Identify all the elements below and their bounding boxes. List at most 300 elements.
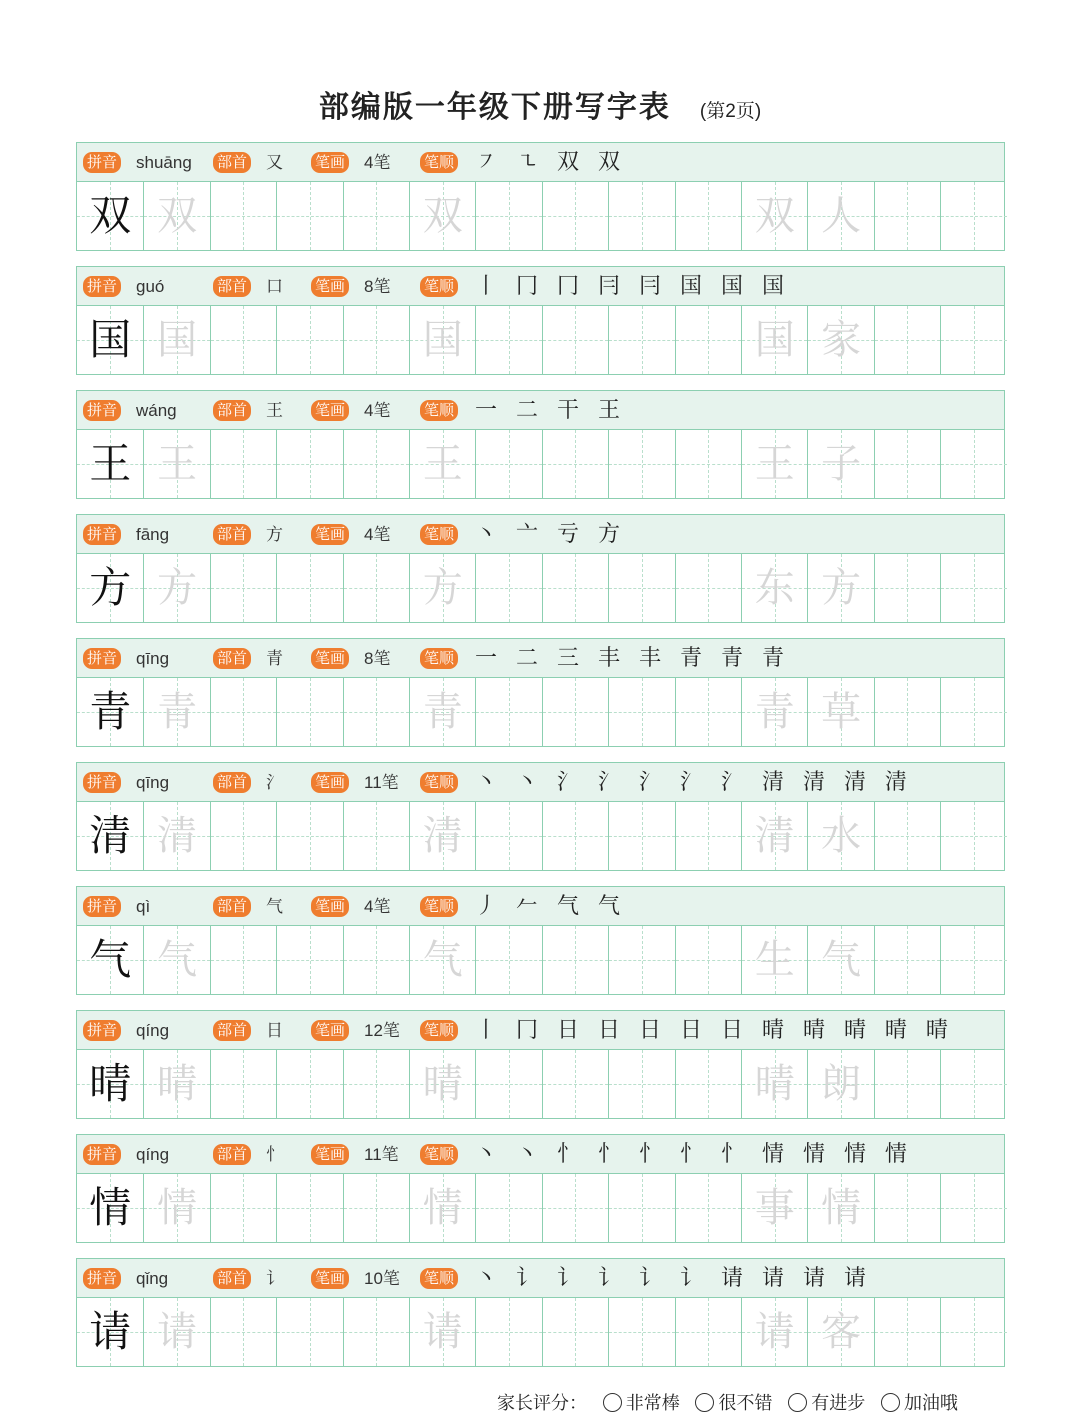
practice-cell[interactable] <box>940 554 1006 622</box>
trace-character-cell[interactable] <box>741 802 807 870</box>
practice-cell[interactable] <box>675 1050 741 1118</box>
practice-cell[interactable] <box>940 182 1006 250</box>
practice-cell[interactable] <box>276 926 342 994</box>
practice-cell[interactable] <box>210 1174 276 1242</box>
practice-cell[interactable] <box>542 182 608 250</box>
practice-cell[interactable] <box>874 182 940 250</box>
trace-character-cell[interactable] <box>741 182 807 250</box>
pinyin-text: fāng <box>136 525 170 544</box>
stroke-order-badge: 笔顺 <box>420 1144 458 1165</box>
radical-badge: 部首 <box>213 152 251 173</box>
character-info-bar <box>77 1135 1004 1174</box>
stroke-count-text: 8笔 <box>364 649 391 668</box>
stroke-count-text: 4笔 <box>364 153 391 172</box>
practice-cell[interactable] <box>542 926 608 994</box>
pinyin-text: wáng <box>136 401 177 420</box>
stroke-count-badge: 笔画 <box>311 896 349 917</box>
pinyin-badge: 拼音 <box>83 648 121 669</box>
stroke-count-text: 11笔 <box>364 773 399 792</box>
trace-character: 子 <box>821 441 862 487</box>
parent-rating <box>497 1389 958 1415</box>
model-character: 气 <box>89 935 132 984</box>
radical-badge: 部首 <box>213 1144 251 1165</box>
pinyin-badge: 拼音 <box>83 152 121 173</box>
trace-character-cell[interactable] <box>143 678 209 746</box>
trace-character-cell[interactable] <box>807 1298 873 1366</box>
pinyin-badge: 拼音 <box>83 276 121 297</box>
stroke-count-text: 4笔 <box>364 401 391 420</box>
pinyin-badge: 拼音 <box>83 524 121 545</box>
pinyin-text: qīng <box>136 773 170 792</box>
radio-circle-icon[interactable] <box>788 1393 807 1412</box>
trace-character-cell[interactable] <box>409 554 475 622</box>
practice-cell[interactable] <box>276 1050 342 1118</box>
practice-cell[interactable] <box>608 430 674 498</box>
practice-cell[interactable] <box>475 430 541 498</box>
model-character-cell <box>77 1298 143 1366</box>
trace-character: 气 <box>422 937 463 983</box>
stroke-order-sequence: 丶 丶 氵 氵 氵 氵 氵 清 清 清 清 <box>475 770 913 795</box>
practice-cell[interactable] <box>608 554 674 622</box>
pinyin-text: qǐng <box>136 1269 169 1288</box>
stroke-count-badge: 笔画 <box>311 1268 349 1289</box>
practice-cell[interactable] <box>542 678 608 746</box>
trace-character-cell[interactable] <box>143 554 209 622</box>
stroke-order-sequence: 一 二 三 丰 丰 青 青 青 <box>475 646 790 671</box>
practice-cell[interactable] <box>608 1298 674 1366</box>
character-block <box>76 1258 1005 1367</box>
practice-cell[interactable] <box>542 1050 608 1118</box>
pinyin-text: qíng <box>136 1021 170 1040</box>
stroke-order-badge: 笔顺 <box>420 896 458 917</box>
character-info-bar <box>77 887 1004 926</box>
trace-character-cell[interactable] <box>409 306 475 374</box>
stroke-order-sequence: 丨 冂 冂 冃 冃 国 国 国 <box>475 274 790 299</box>
radio-circle-icon[interactable] <box>603 1393 622 1412</box>
practice-cell[interactable] <box>542 554 608 622</box>
practice-cell[interactable] <box>940 678 1006 746</box>
writing-grid <box>77 430 1004 498</box>
trace-character: 家 <box>821 317 862 363</box>
practice-cell[interactable] <box>675 1174 741 1242</box>
practice-cell[interactable] <box>276 1298 342 1366</box>
practice-cell[interactable] <box>343 1050 409 1118</box>
character-info-bar <box>77 515 1004 554</box>
practice-cell[interactable] <box>675 802 741 870</box>
trace-character-cell[interactable] <box>143 182 209 250</box>
practice-cell[interactable] <box>874 678 940 746</box>
trace-character: 双 <box>157 193 198 239</box>
model-character: 青 <box>89 687 132 736</box>
radical-text: 气 <box>266 897 283 916</box>
model-character-cell <box>77 306 143 374</box>
practice-cell[interactable] <box>675 926 741 994</box>
pinyin-badge: 拼音 <box>83 1268 121 1289</box>
practice-cell[interactable] <box>608 1050 674 1118</box>
stroke-order-sequence: 丶 丶 忄 忄 忄 忄 忄 情 情 情 情 <box>475 1142 913 1167</box>
character-info-bar <box>77 391 1004 430</box>
practice-cell[interactable] <box>343 306 409 374</box>
practice-cell[interactable] <box>608 678 674 746</box>
trace-character: 国 <box>157 317 198 363</box>
writing-grid <box>77 1298 1004 1366</box>
trace-character: 请 <box>754 1309 795 1355</box>
character-block <box>76 1134 1005 1243</box>
practice-cell[interactable] <box>210 678 276 746</box>
practice-cell[interactable] <box>276 1174 342 1242</box>
model-character: 清 <box>89 811 132 860</box>
trace-character-cell[interactable] <box>807 802 873 870</box>
practice-cell[interactable] <box>542 802 608 870</box>
radical-text: 氵 <box>266 773 283 792</box>
stroke-order-badge: 笔顺 <box>420 772 458 793</box>
trace-character: 水 <box>821 813 862 859</box>
model-character-cell <box>77 1050 143 1118</box>
stroke-order-sequence: 丶 亠 亏 方 <box>475 522 626 547</box>
trace-character: 朗 <box>821 1061 862 1107</box>
trace-character: 气 <box>821 937 862 983</box>
trace-character-cell[interactable] <box>143 430 209 498</box>
practice-cell[interactable] <box>874 554 940 622</box>
character-info-bar <box>77 143 1004 182</box>
trace-character-cell[interactable] <box>409 182 475 250</box>
trace-character-cell[interactable] <box>741 926 807 994</box>
writing-grid <box>77 678 1004 746</box>
practice-cell[interactable] <box>608 802 674 870</box>
radical-badge: 部首 <box>213 276 251 297</box>
trace-character-cell[interactable] <box>807 430 873 498</box>
page-label: (第2页) <box>699 101 762 122</box>
practice-cell[interactable] <box>210 926 276 994</box>
trace-character-cell[interactable] <box>741 306 807 374</box>
trace-character-cell[interactable] <box>409 1298 475 1366</box>
stroke-count-badge: 笔画 <box>311 276 349 297</box>
stroke-order-badge: 笔顺 <box>420 400 458 421</box>
model-character: 国 <box>89 315 132 364</box>
stroke-order-badge: 笔顺 <box>420 524 458 545</box>
radical-text: 忄 <box>266 1145 283 1164</box>
pinyin-badge: 拼音 <box>83 896 121 917</box>
trace-character: 清 <box>422 813 463 859</box>
character-info-bar <box>77 639 1004 678</box>
trace-character-cell[interactable] <box>143 926 209 994</box>
rating-option-great[interactable]: 非常棒 <box>603 1393 680 1414</box>
writing-grid <box>77 306 1004 374</box>
trace-character: 情 <box>422 1185 463 1231</box>
character-block <box>76 886 1005 995</box>
pinyin-text: shuāng <box>136 153 192 172</box>
practice-cell[interactable] <box>210 182 276 250</box>
practice-cell[interactable] <box>608 182 674 250</box>
practice-cell[interactable] <box>210 554 276 622</box>
practice-cell[interactable] <box>475 182 541 250</box>
trace-character: 方 <box>422 565 463 611</box>
pinyin-text: qì <box>136 897 151 916</box>
writing-grid <box>77 802 1004 870</box>
practice-cell[interactable] <box>475 306 541 374</box>
pinyin-text: qīng <box>136 649 170 668</box>
trace-character-cell[interactable] <box>807 306 873 374</box>
writing-grid <box>77 926 1004 994</box>
trace-character: 草 <box>821 689 862 735</box>
trace-character: 清 <box>754 813 795 859</box>
stroke-order-badge: 笔顺 <box>420 152 458 173</box>
rating-option-good[interactable]: 很不错 <box>695 1393 772 1414</box>
stroke-count-text: 4笔 <box>364 897 391 916</box>
trace-character: 晴 <box>422 1061 463 1107</box>
stroke-order-sequence: 丨 冂 日 日 日 日 日 晴 晴 晴 晴 晴 <box>475 1018 954 1043</box>
model-character-cell <box>77 802 143 870</box>
practice-cell[interactable] <box>874 802 940 870</box>
practice-cell[interactable] <box>343 1174 409 1242</box>
trace-character: 国 <box>754 317 795 363</box>
radical-text: 方 <box>266 525 283 544</box>
trace-character: 情 <box>157 1185 198 1231</box>
practice-cell[interactable] <box>675 430 741 498</box>
character-block <box>76 142 1005 251</box>
character-block <box>76 514 1005 623</box>
title-text: 部编版一年级下册写字表 <box>318 90 671 125</box>
radical-badge: 部首 <box>213 524 251 545</box>
trace-character: 请 <box>157 1309 198 1355</box>
character-info-bar <box>77 763 1004 802</box>
practice-cell[interactable] <box>675 678 741 746</box>
model-character: 晴 <box>89 1059 132 1108</box>
practice-cell[interactable] <box>608 1174 674 1242</box>
practice-cell[interactable] <box>475 554 541 622</box>
radical-badge: 部首 <box>213 896 251 917</box>
stroke-count-badge: 笔画 <box>311 648 349 669</box>
trace-character: 青 <box>754 689 795 735</box>
practice-cell[interactable] <box>475 678 541 746</box>
practice-cell[interactable] <box>874 430 940 498</box>
model-character: 情 <box>89 1183 132 1232</box>
model-character-cell <box>77 430 143 498</box>
trace-character-cell[interactable] <box>807 554 873 622</box>
practice-cell[interactable] <box>940 802 1006 870</box>
trace-character: 王 <box>422 441 463 487</box>
stroke-order-badge: 笔顺 <box>420 276 458 297</box>
trace-character-cell[interactable] <box>409 926 475 994</box>
model-character-cell <box>77 926 143 994</box>
model-character-cell <box>77 182 143 250</box>
model-character: 王 <box>89 439 132 488</box>
character-block <box>76 762 1005 871</box>
practice-cell[interactable] <box>475 926 541 994</box>
model-character-cell <box>77 678 143 746</box>
trace-character: 客 <box>821 1309 862 1355</box>
trace-character-cell[interactable] <box>741 1174 807 1242</box>
trace-character: 王 <box>754 441 795 487</box>
practice-cell[interactable] <box>874 1050 940 1118</box>
trace-character-cell[interactable] <box>807 926 873 994</box>
stroke-order-sequence: ㇇ ㇍ 双 双 <box>475 150 626 175</box>
practice-cell[interactable] <box>675 306 741 374</box>
practice-cell[interactable] <box>940 430 1006 498</box>
model-character-cell <box>77 554 143 622</box>
stroke-count-badge: 笔画 <box>311 152 349 173</box>
stroke-order-badge: 笔顺 <box>420 1268 458 1289</box>
trace-character: 青 <box>422 689 463 735</box>
stroke-order-sequence: 一 二 干 王 <box>475 398 626 423</box>
character-info-bar <box>77 267 1004 306</box>
trace-character-cell[interactable] <box>143 1298 209 1366</box>
practice-cell[interactable] <box>940 1298 1006 1366</box>
radical-text: 日 <box>266 1021 283 1040</box>
writing-grid <box>77 1174 1004 1242</box>
practice-cell[interactable] <box>276 802 342 870</box>
stroke-count-text: 12笔 <box>364 1021 400 1040</box>
model-character: 方 <box>89 563 132 612</box>
practice-cell[interactable] <box>343 1298 409 1366</box>
practice-cell[interactable] <box>276 306 342 374</box>
stroke-count-text: 8笔 <box>364 277 391 296</box>
character-block <box>76 266 1005 375</box>
practice-cell[interactable] <box>475 802 541 870</box>
trace-character-cell[interactable] <box>741 554 807 622</box>
stroke-count-badge: 笔画 <box>311 524 349 545</box>
pinyin-badge: 拼音 <box>83 1144 121 1165</box>
trace-character-cell[interactable] <box>807 1050 873 1118</box>
trace-character-cell[interactable] <box>741 678 807 746</box>
stroke-count-text: 10笔 <box>364 1269 400 1288</box>
practice-cell[interactable] <box>608 926 674 994</box>
radical-badge: 部首 <box>213 400 251 421</box>
practice-cell[interactable] <box>210 1050 276 1118</box>
character-block <box>76 390 1005 499</box>
practice-cell[interactable] <box>940 1050 1006 1118</box>
model-character: 双 <box>89 191 132 240</box>
stroke-count-text: 11笔 <box>364 1145 399 1164</box>
radio-circle-icon[interactable] <box>695 1393 714 1412</box>
trace-character: 晴 <box>157 1061 198 1107</box>
trace-character-cell[interactable] <box>741 1298 807 1366</box>
practice-cell[interactable] <box>343 430 409 498</box>
practice-cell[interactable] <box>343 182 409 250</box>
practice-cell[interactable] <box>210 802 276 870</box>
practice-cell[interactable] <box>542 1174 608 1242</box>
practice-cell[interactable] <box>542 1298 608 1366</box>
trace-character-cell[interactable] <box>807 182 873 250</box>
trace-character-cell[interactable] <box>409 430 475 498</box>
stroke-order-sequence: 丿 𠂉 气 气 <box>475 894 626 919</box>
stroke-count-badge: 笔画 <box>311 772 349 793</box>
trace-character-cell[interactable] <box>409 802 475 870</box>
trace-character-cell[interactable] <box>807 1174 873 1242</box>
trace-character: 晴 <box>754 1061 795 1107</box>
trace-character-cell[interactable] <box>741 1050 807 1118</box>
practice-cell[interactable] <box>675 1298 741 1366</box>
radical-text: 又 <box>266 153 283 172</box>
trace-character: 请 <box>422 1309 463 1355</box>
radical-text: 讠 <box>266 1269 283 1288</box>
practice-cell[interactable] <box>874 1174 940 1242</box>
pinyin-badge: 拼音 <box>83 772 121 793</box>
trace-character-cell[interactable] <box>409 1050 475 1118</box>
trace-character-cell[interactable] <box>741 430 807 498</box>
practice-cell[interactable] <box>210 430 276 498</box>
practice-cell[interactable] <box>940 926 1006 994</box>
practice-cell[interactable] <box>210 306 276 374</box>
practice-cell[interactable] <box>343 554 409 622</box>
writing-grid <box>77 554 1004 622</box>
practice-cell[interactable] <box>475 1050 541 1118</box>
stroke-order-badge: 笔顺 <box>420 648 458 669</box>
practice-cell[interactable] <box>874 306 940 374</box>
trace-character-cell[interactable] <box>409 1174 475 1242</box>
stroke-order-badge: 笔顺 <box>420 1020 458 1041</box>
trace-character: 清 <box>157 813 198 859</box>
trace-character: 国 <box>422 317 463 363</box>
practice-cell[interactable] <box>276 678 342 746</box>
practice-cell[interactable] <box>874 1298 940 1366</box>
practice-cell[interactable] <box>343 802 409 870</box>
practice-cell[interactable] <box>475 1298 541 1366</box>
trace-character-cell[interactable] <box>143 306 209 374</box>
model-character: 请 <box>89 1307 132 1356</box>
trace-character: 方 <box>821 565 862 611</box>
writing-grid <box>77 1050 1004 1118</box>
rating-option-keep-going[interactable]: 加油哦 <box>881 1393 958 1414</box>
radio-circle-icon[interactable] <box>881 1393 900 1412</box>
practice-cell[interactable] <box>276 554 342 622</box>
worksheet-title <box>0 82 1080 126</box>
pinyin-text: qíng <box>136 1145 170 1164</box>
trace-character: 气 <box>157 937 198 983</box>
radical-badge: 部首 <box>213 1020 251 1041</box>
radical-badge: 部首 <box>213 1268 251 1289</box>
model-character-cell <box>77 1174 143 1242</box>
trace-character-cell[interactable] <box>143 1174 209 1242</box>
practice-cell[interactable] <box>542 306 608 374</box>
stroke-order-sequence: 丶 讠 讠 讠 讠 讠 请 请 请 请 <box>475 1266 872 1291</box>
radical-text: 口 <box>266 277 283 296</box>
practice-cell[interactable] <box>874 926 940 994</box>
practice-cell[interactable] <box>343 926 409 994</box>
practice-cell[interactable] <box>343 678 409 746</box>
trace-character-cell[interactable] <box>807 678 873 746</box>
stroke-count-badge: 笔画 <box>311 400 349 421</box>
character-block <box>76 1010 1005 1119</box>
practice-cell[interactable] <box>542 430 608 498</box>
practice-cell[interactable] <box>475 1174 541 1242</box>
practice-cell[interactable] <box>276 182 342 250</box>
trace-character-cell[interactable] <box>143 1050 209 1118</box>
practice-cell[interactable] <box>940 306 1006 374</box>
practice-cell[interactable] <box>210 1298 276 1366</box>
trace-character: 王 <box>157 441 198 487</box>
practice-cell[interactable] <box>608 306 674 374</box>
pinyin-badge: 拼音 <box>83 1020 121 1041</box>
practice-cell[interactable] <box>675 554 741 622</box>
writing-grid <box>77 182 1004 250</box>
rating-option-improved[interactable]: 有进步 <box>788 1393 865 1414</box>
stroke-count-badge: 笔画 <box>311 1020 349 1041</box>
trace-character: 东 <box>754 565 795 611</box>
trace-character-cell[interactable] <box>143 802 209 870</box>
stroke-count-text: 4笔 <box>364 525 391 544</box>
trace-character: 事 <box>754 1185 795 1231</box>
trace-character-cell[interactable] <box>409 678 475 746</box>
pinyin-badge: 拼音 <box>83 400 121 421</box>
radical-text: 王 <box>266 401 283 420</box>
trace-character: 双 <box>422 193 463 239</box>
pinyin-text: guó <box>136 277 165 296</box>
radical-badge: 部首 <box>213 772 251 793</box>
practice-cell[interactable] <box>276 430 342 498</box>
practice-cell[interactable] <box>675 182 741 250</box>
practice-cell[interactable] <box>940 1174 1006 1242</box>
